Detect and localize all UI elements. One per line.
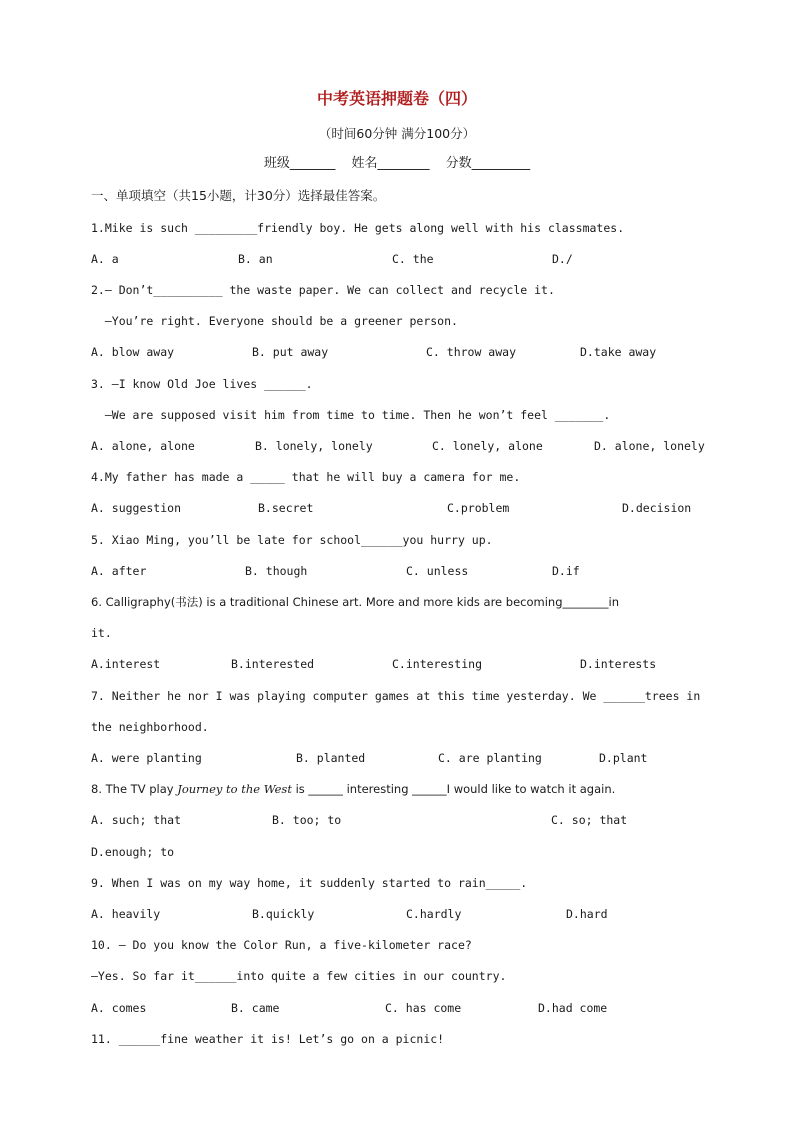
question-1-option-c: C. the [392,252,434,266]
question-1-option-b: B. an [238,252,273,266]
question-2-reply: —You’re right. Everyone should be a greener person. [91,314,458,328]
question-5-option-a: A. after [91,564,147,578]
question-1-option-d: D./ [552,252,573,266]
question-8-option-c: C. so; that [551,813,628,827]
question-8-option-b: B. too; to [272,813,342,827]
question-10-stem: 10. — Do you know the Color Run, a five-kilometer race? [91,938,472,952]
question-8-stem [91,782,615,796]
question-1-stem: 1.Mike is such _________friendly boy. He gets along well with his classmates. [91,221,625,235]
question-3-option-b: B. lonely, lonely [255,439,373,453]
question-10-option-a: A. comes [91,1001,147,1015]
question-8-option-d: D.enough; to [91,845,175,859]
page-title: 中考英语押题卷（四） [316,89,477,108]
question-4-stem: 4.My father has made a _____ that he will buy a camera for me. [91,470,521,484]
exam-time-info: （时间60分钟 满分100分） [318,126,476,141]
question-4-option-d: D.decision [622,501,692,515]
question-5-option-d: D.if [552,564,580,578]
question-6-stem: 6. Calligraphy(书法) is a traditional Chinese art. More and more kids are becoming________in [91,595,619,609]
question-2-option-d: D.take away [580,345,657,359]
question-2-stem: 2.— Don’t__________ the waste paper. We can collect and recycle it. [91,283,555,297]
question-4-option-c: C.problem [447,501,510,515]
question-7-stem: 7. Neither he nor I was playing computer games at this time yesterday. We ______trees in [91,689,701,703]
question-8-stem-end: is ______ interesting ______I would like to watch it again. [291,782,616,796]
question-6-option-c: C.interesting [392,657,483,671]
question-5-option-c: C. unless [406,564,469,578]
question-3-option-a: A. alone, alone [91,439,195,453]
question-1-option-a: A. a [91,252,119,266]
question-8-stem-start: 8. The TV play [91,782,178,796]
question-9-option-c: C.hardly [406,907,462,921]
question-8-option-a: A. such; that [91,813,182,827]
question-5-option-b: B. though [245,564,308,578]
question-3-option-c: C. lonely, alone [432,439,543,453]
question-9-option-d: D.hard [566,907,608,921]
question-10-option-b: B. came [231,1001,280,1015]
score-field: 分数_________ [445,156,531,171]
class-field: 班级_______ [263,156,336,171]
question-7-option-b: B. planted [296,751,366,765]
question-5-stem: 5. Xiao Ming, you’ll be late for school______you hurry up. [91,533,493,547]
question-3-stem: 3. —I know Old Joe lives ______. [91,377,313,391]
question-2-option-b: B. put away [252,345,329,359]
question-6-option-a: A.interest [91,657,161,671]
question-3-reply: —We are supposed visit him from time to time. Then he won’t feel _______. [91,408,611,422]
question-10-option-d: D.had come [538,1001,608,1015]
question-7-stem-continued: the neighborhood. [91,720,209,734]
question-3-option-d: D. alone, lonely [594,439,705,453]
question-7-option-a: A. were planting [91,751,202,765]
question-11-stem: 11. ______fine weather it is! Let’s go on a picnic! [91,1032,445,1046]
question-10-option-c: C. has come [385,1001,462,1015]
question-4-option-b: B.secret [258,501,314,515]
question-8-italic-title: Journey to the West [177,782,292,796]
question-2-option-a: A. blow away [91,345,175,359]
question-4-option-a: A. suggestion [91,501,182,515]
question-7-option-d: D.plant [599,751,648,765]
name-field: 姓名________ [351,156,430,171]
question-9-option-b: B.quickly [252,907,315,921]
question-9-option-a: A. heavily [91,907,161,921]
student-info-row [0,156,794,172]
question-9-stem: 9. When I was on my way home, it suddenly started to rain_____. [91,876,528,890]
section-heading: 一、单项填空（共15小题，计30分）选择最佳答案。 [91,188,386,203]
question-7-option-c: C. are planting [438,751,542,765]
question-6-option-d: D.interests [580,657,657,671]
question-6-option-b: B.interested [231,657,315,671]
question-6-stem-continued: it. [91,626,112,640]
question-10-reply: —Yes. So far it______into quite a few cities in our country. [91,969,507,983]
question-2-option-c: C. throw away [426,345,517,359]
